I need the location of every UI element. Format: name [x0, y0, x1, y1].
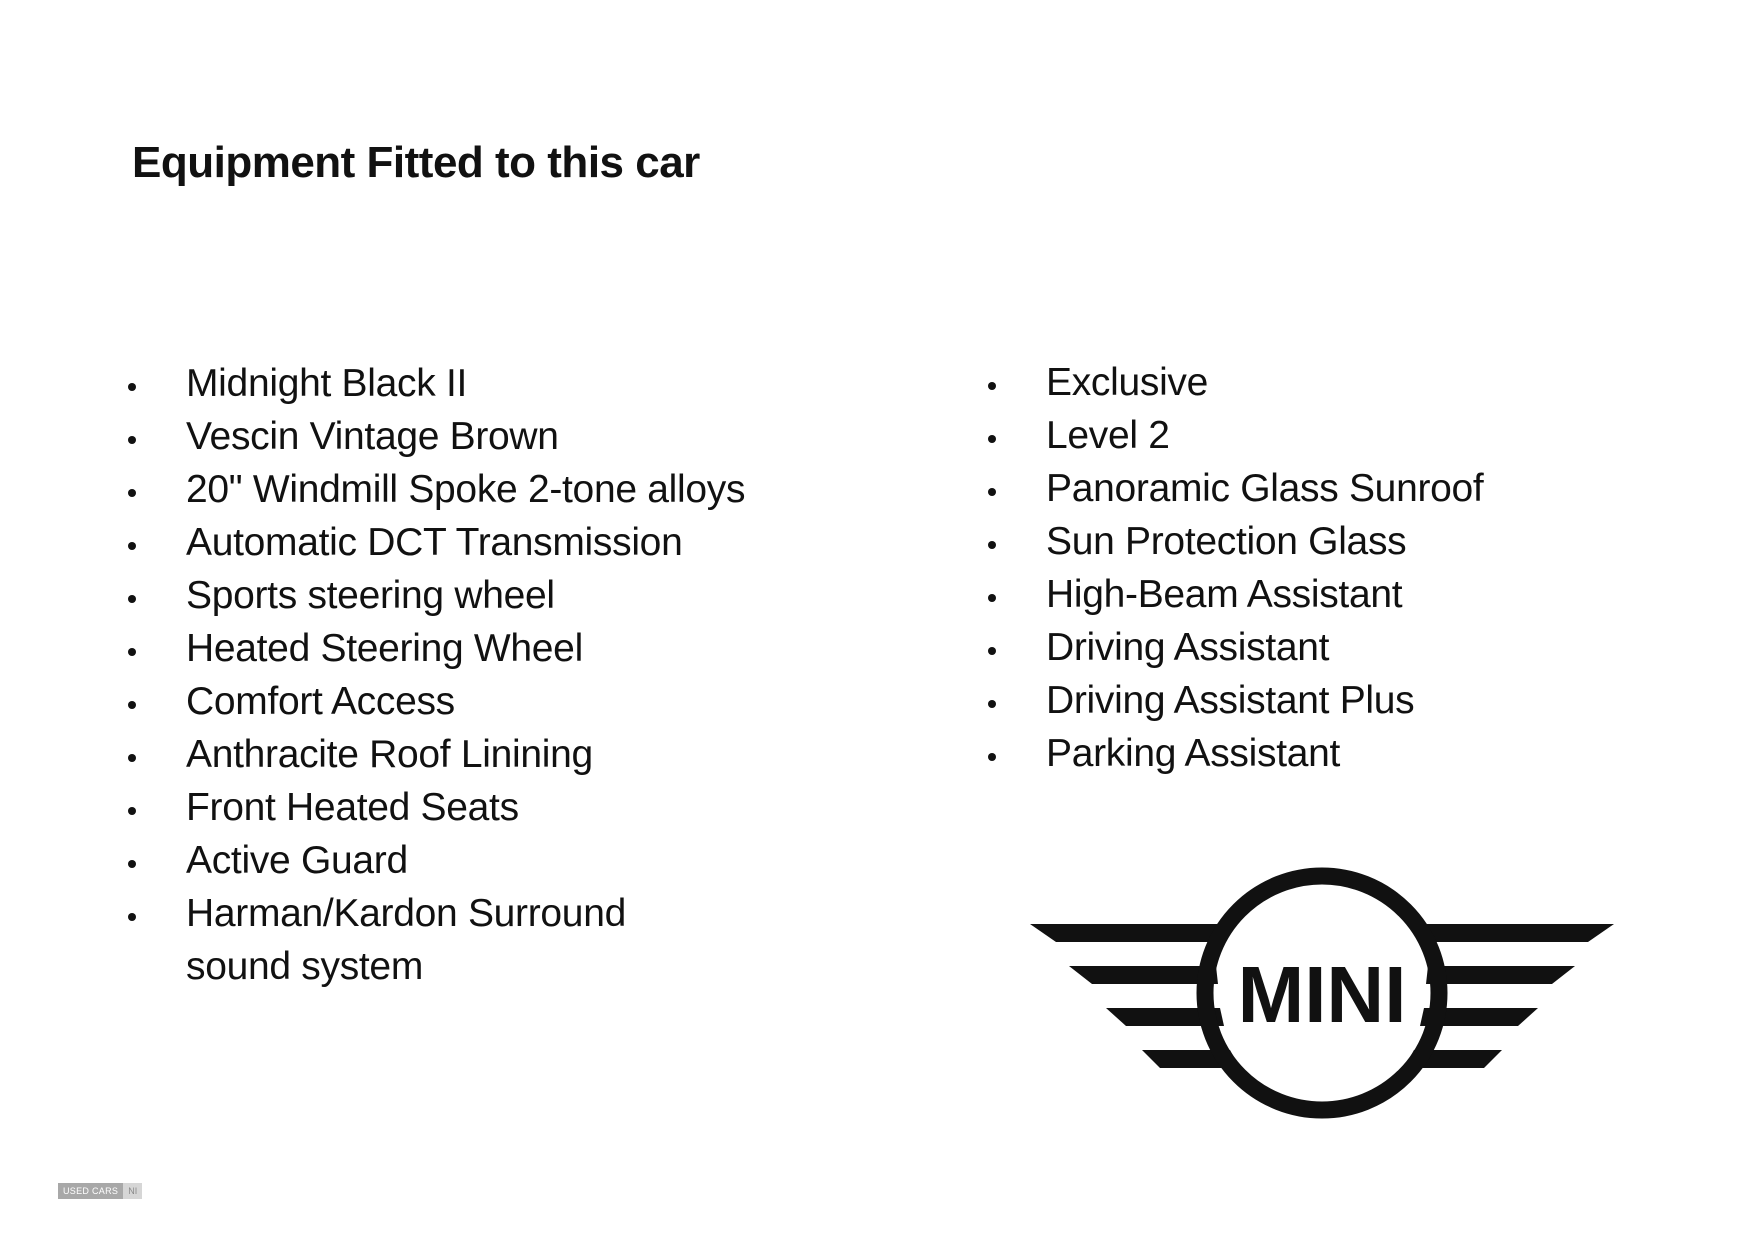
bullet-icon — [128, 383, 136, 391]
bullet-icon — [988, 435, 996, 443]
bullet-icon — [988, 647, 996, 655]
list-item-label: Front Heated Seats — [186, 786, 519, 829]
list-item — [122, 463, 802, 516]
bullet-icon — [988, 594, 996, 602]
list-item — [122, 569, 802, 622]
list-item — [982, 462, 1622, 515]
list-item-label: Panoramic Glass Sunroof — [1046, 467, 1484, 510]
list-item-label: Midnight Black II — [186, 362, 468, 405]
list-item — [122, 675, 802, 728]
bullet-icon — [988, 700, 996, 708]
list-item — [982, 621, 1622, 674]
bullet-icon — [988, 488, 996, 496]
list-item-label: Sports steering wheel — [186, 574, 555, 617]
list-item — [982, 674, 1622, 727]
list-item — [982, 356, 1622, 409]
list-item-label: Heated Steering Wheel — [186, 627, 583, 670]
watermark-suffix: NI — [123, 1183, 142, 1199]
list-item — [982, 409, 1622, 462]
list-item-label: Active Guard — [186, 839, 408, 882]
list-item — [122, 357, 802, 410]
list-item-label: 20" Windmill Spoke 2-tone alloys — [186, 468, 746, 511]
watermark-badge — [58, 1183, 142, 1199]
list-item — [122, 781, 802, 834]
list-item — [122, 887, 726, 993]
list-item — [982, 727, 1622, 780]
watermark-label: USED CARS — [58, 1183, 123, 1199]
bullet-icon — [988, 541, 996, 549]
equipment-list-right — [982, 356, 1622, 780]
bullet-icon — [128, 489, 136, 497]
list-item — [122, 834, 802, 887]
list-item — [122, 410, 802, 463]
bullet-icon — [128, 542, 136, 550]
list-item — [122, 622, 802, 675]
bullet-icon — [988, 753, 996, 761]
list-item-label: Driving Assistant — [1046, 626, 1330, 669]
list-item — [122, 516, 802, 569]
list-item-label: Anthracite Roof Linining — [186, 733, 593, 776]
mini-wings-logo-icon — [1030, 862, 1614, 1120]
bullet-icon — [128, 648, 136, 656]
list-item-label: High-Beam Assistant — [1046, 573, 1403, 616]
list-item — [982, 515, 1622, 568]
list-item-label: Exclusive — [1046, 361, 1209, 404]
list-item-label: Comfort Access — [186, 680, 455, 723]
list-item — [982, 568, 1622, 621]
bullet-icon — [988, 382, 996, 390]
list-item-label: Vescin Vintage Brown — [186, 415, 559, 458]
page-title: Equipment Fitted to this car — [132, 138, 700, 187]
list-item-label: Harman/Kardon Surround sound system — [186, 892, 626, 988]
bullet-icon — [128, 701, 136, 709]
bullet-icon — [128, 436, 136, 444]
list-item-label: Parking Assistant — [1046, 732, 1341, 775]
list-item-label: Sun Protection Glass — [1046, 520, 1407, 563]
logo-wordmark: MINI — [1237, 950, 1407, 1039]
list-item-label: Level 2 — [1046, 414, 1170, 457]
bullet-icon — [128, 807, 136, 815]
bullet-icon — [128, 595, 136, 603]
list-item-label: Driving Assistant Plus — [1046, 679, 1415, 722]
list-item — [122, 728, 802, 781]
bullet-icon — [128, 913, 136, 921]
bullet-icon — [128, 860, 136, 868]
bullet-icon — [128, 754, 136, 762]
list-item-label: Automatic DCT Transmission — [186, 521, 683, 564]
equipment-list-left — [122, 357, 802, 993]
